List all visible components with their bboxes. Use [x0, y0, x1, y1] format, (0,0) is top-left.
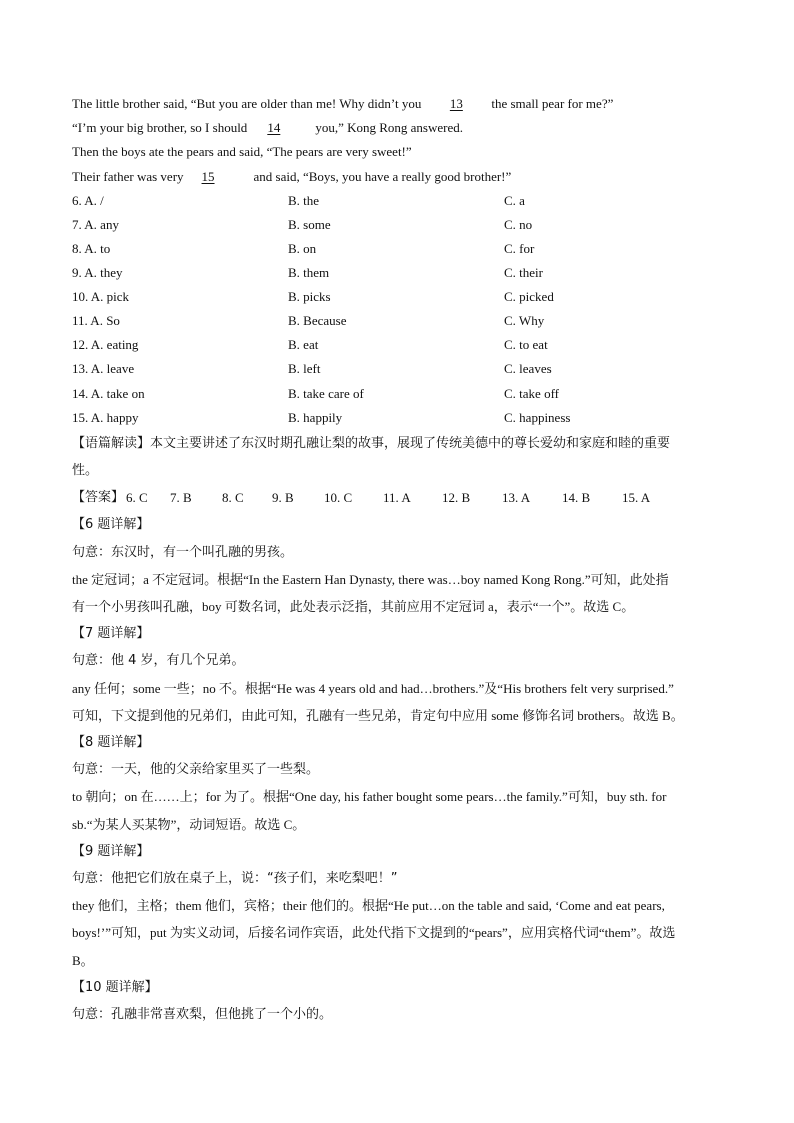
q6-heading: 【6 题详解】	[72, 517, 150, 533]
passage-line-sweet: Then the boys ate the pears and said, “The pears are very sweet!”	[72, 144, 412, 160]
q7-explanation-1: any 任何；some 一些；no 不。根据“He was 4 years old and had…brothers.”及“His brothers felt very surprised.”	[72, 680, 674, 696]
blank-15: 15	[201, 168, 215, 184]
answer-item: 15. A	[622, 490, 651, 506]
option-row: 12. A. eating B. eat C. to eat	[72, 337, 548, 353]
answer-item: 9. B	[272, 490, 294, 506]
q7-meaning: 句意：他 4 岁，有几个兄弟。	[72, 653, 245, 669]
q8-heading: 【8 题详解】	[72, 734, 150, 750]
answer-item: 13. A	[502, 490, 531, 506]
q10-heading: 【10 题详解】	[72, 979, 158, 995]
option-row: 11. A. So B. Because C. Why	[72, 313, 545, 329]
option-row: 14. A. take on B. take care of C. take off	[72, 385, 559, 401]
answer-key	[72, 484, 732, 511]
answer-label: 【答案】	[72, 490, 125, 506]
option-row: 8. A. to B. on C. for	[72, 241, 535, 256]
q9-explanation-1: they 他们，主格；them 他们，宾格；their 他们的。根据“He put…on the table and said, ‘Come and eat pears,	[72, 898, 665, 914]
q9-explanation-2: boys!’”可知，put 为实义动词，后接名词作宾语，此处代指下文提到的“pears”，应用宾格代词“them”。故选	[72, 925, 676, 941]
blank-14: 14	[267, 120, 281, 136]
option-row: 9. A. they B. them C. their	[72, 265, 543, 281]
q8-meaning: 句意：一天，他的父亲给家里买了一些梨。	[72, 762, 320, 778]
q6-explanation-1: the 定冠词；a 不定冠词。根据“In the Eastern Han Dynasty, there was…boy named Kong Rong.”可知，此处指	[72, 571, 669, 587]
q6-explanation-2: 有一个小男孩叫孔融，boy 可数名词，此处表示泛指，其前应用不定冠词 a，表示“一个”。故选 C。	[72, 598, 635, 614]
q10-meaning: 句意：孔融非常喜欢梨，但他挑了一个小的。	[72, 1007, 333, 1023]
q9-meaning: 句意：他把它们放在桌子上，说：“孩子们，来吃梨吧！”	[72, 871, 398, 886]
q9-heading: 【9 题详解】	[72, 843, 150, 859]
q8-explanation-1: to 朝向；on 在……上；for 为了。根据“One day, his father bought some pears…the family.”可知，buy sth. for	[72, 789, 667, 805]
answer-item: 7. B	[170, 490, 192, 506]
option-row: 10. A. pick B. picks C. picked	[72, 289, 554, 305]
option-row: 7. A. any B. some C. no	[72, 216, 533, 232]
analysis-line-2: 性。	[72, 462, 99, 478]
passage-line-15: Their father was very 15 and said, “Boys, you have a really good brother!”	[72, 165, 732, 189]
option-row: 15. A. happy B. happily C. happiness	[72, 409, 571, 425]
document-page	[72, 92, 732, 1028]
answer-item: 6. C	[126, 490, 148, 506]
q7-explanation-2: 可知，下文提到他的兄弟们，由此可知，孔融有一些兄弟，肯定句中应用 some 修饰名词 brothers。故选 B。	[72, 707, 684, 723]
blank-13: 13	[449, 96, 463, 111]
analysis-line-1: 【语篇解读】本文主要讲述了东汉时期孔融让梨的故事，展现了传统美德中的尊长爱幼和家庭和睦的重要	[72, 435, 671, 451]
q7-heading: 【7 题详解】	[72, 626, 150, 642]
answer-item: 8. C	[222, 490, 244, 506]
q6-meaning: 句意：东汉时，有一个叫孔融的男孩。	[72, 544, 294, 560]
passage-line-14: “I’m your big brother, so I should 14 you,” Kong Rong answered.	[72, 116, 732, 140]
q8-explanation-2: sb.“为某人买某物”，动词短语。故选 C。	[72, 816, 306, 832]
option-row: 6. A. / B. the C. a	[72, 192, 525, 208]
answer-item: 12. B	[442, 490, 471, 506]
q9-explanation-3: B。	[72, 952, 94, 968]
answer-item: 14. B	[562, 490, 591, 506]
options-list	[72, 189, 732, 430]
option-row: 13. A. leave B. left C. leaves	[72, 361, 552, 377]
passage-line-13: The little brother said, “But you are older than me! Why didn’t you 13 the small pear for me?”	[72, 92, 732, 116]
answer-item: 11. A	[383, 490, 411, 506]
answer-item: 10. C	[324, 490, 353, 506]
